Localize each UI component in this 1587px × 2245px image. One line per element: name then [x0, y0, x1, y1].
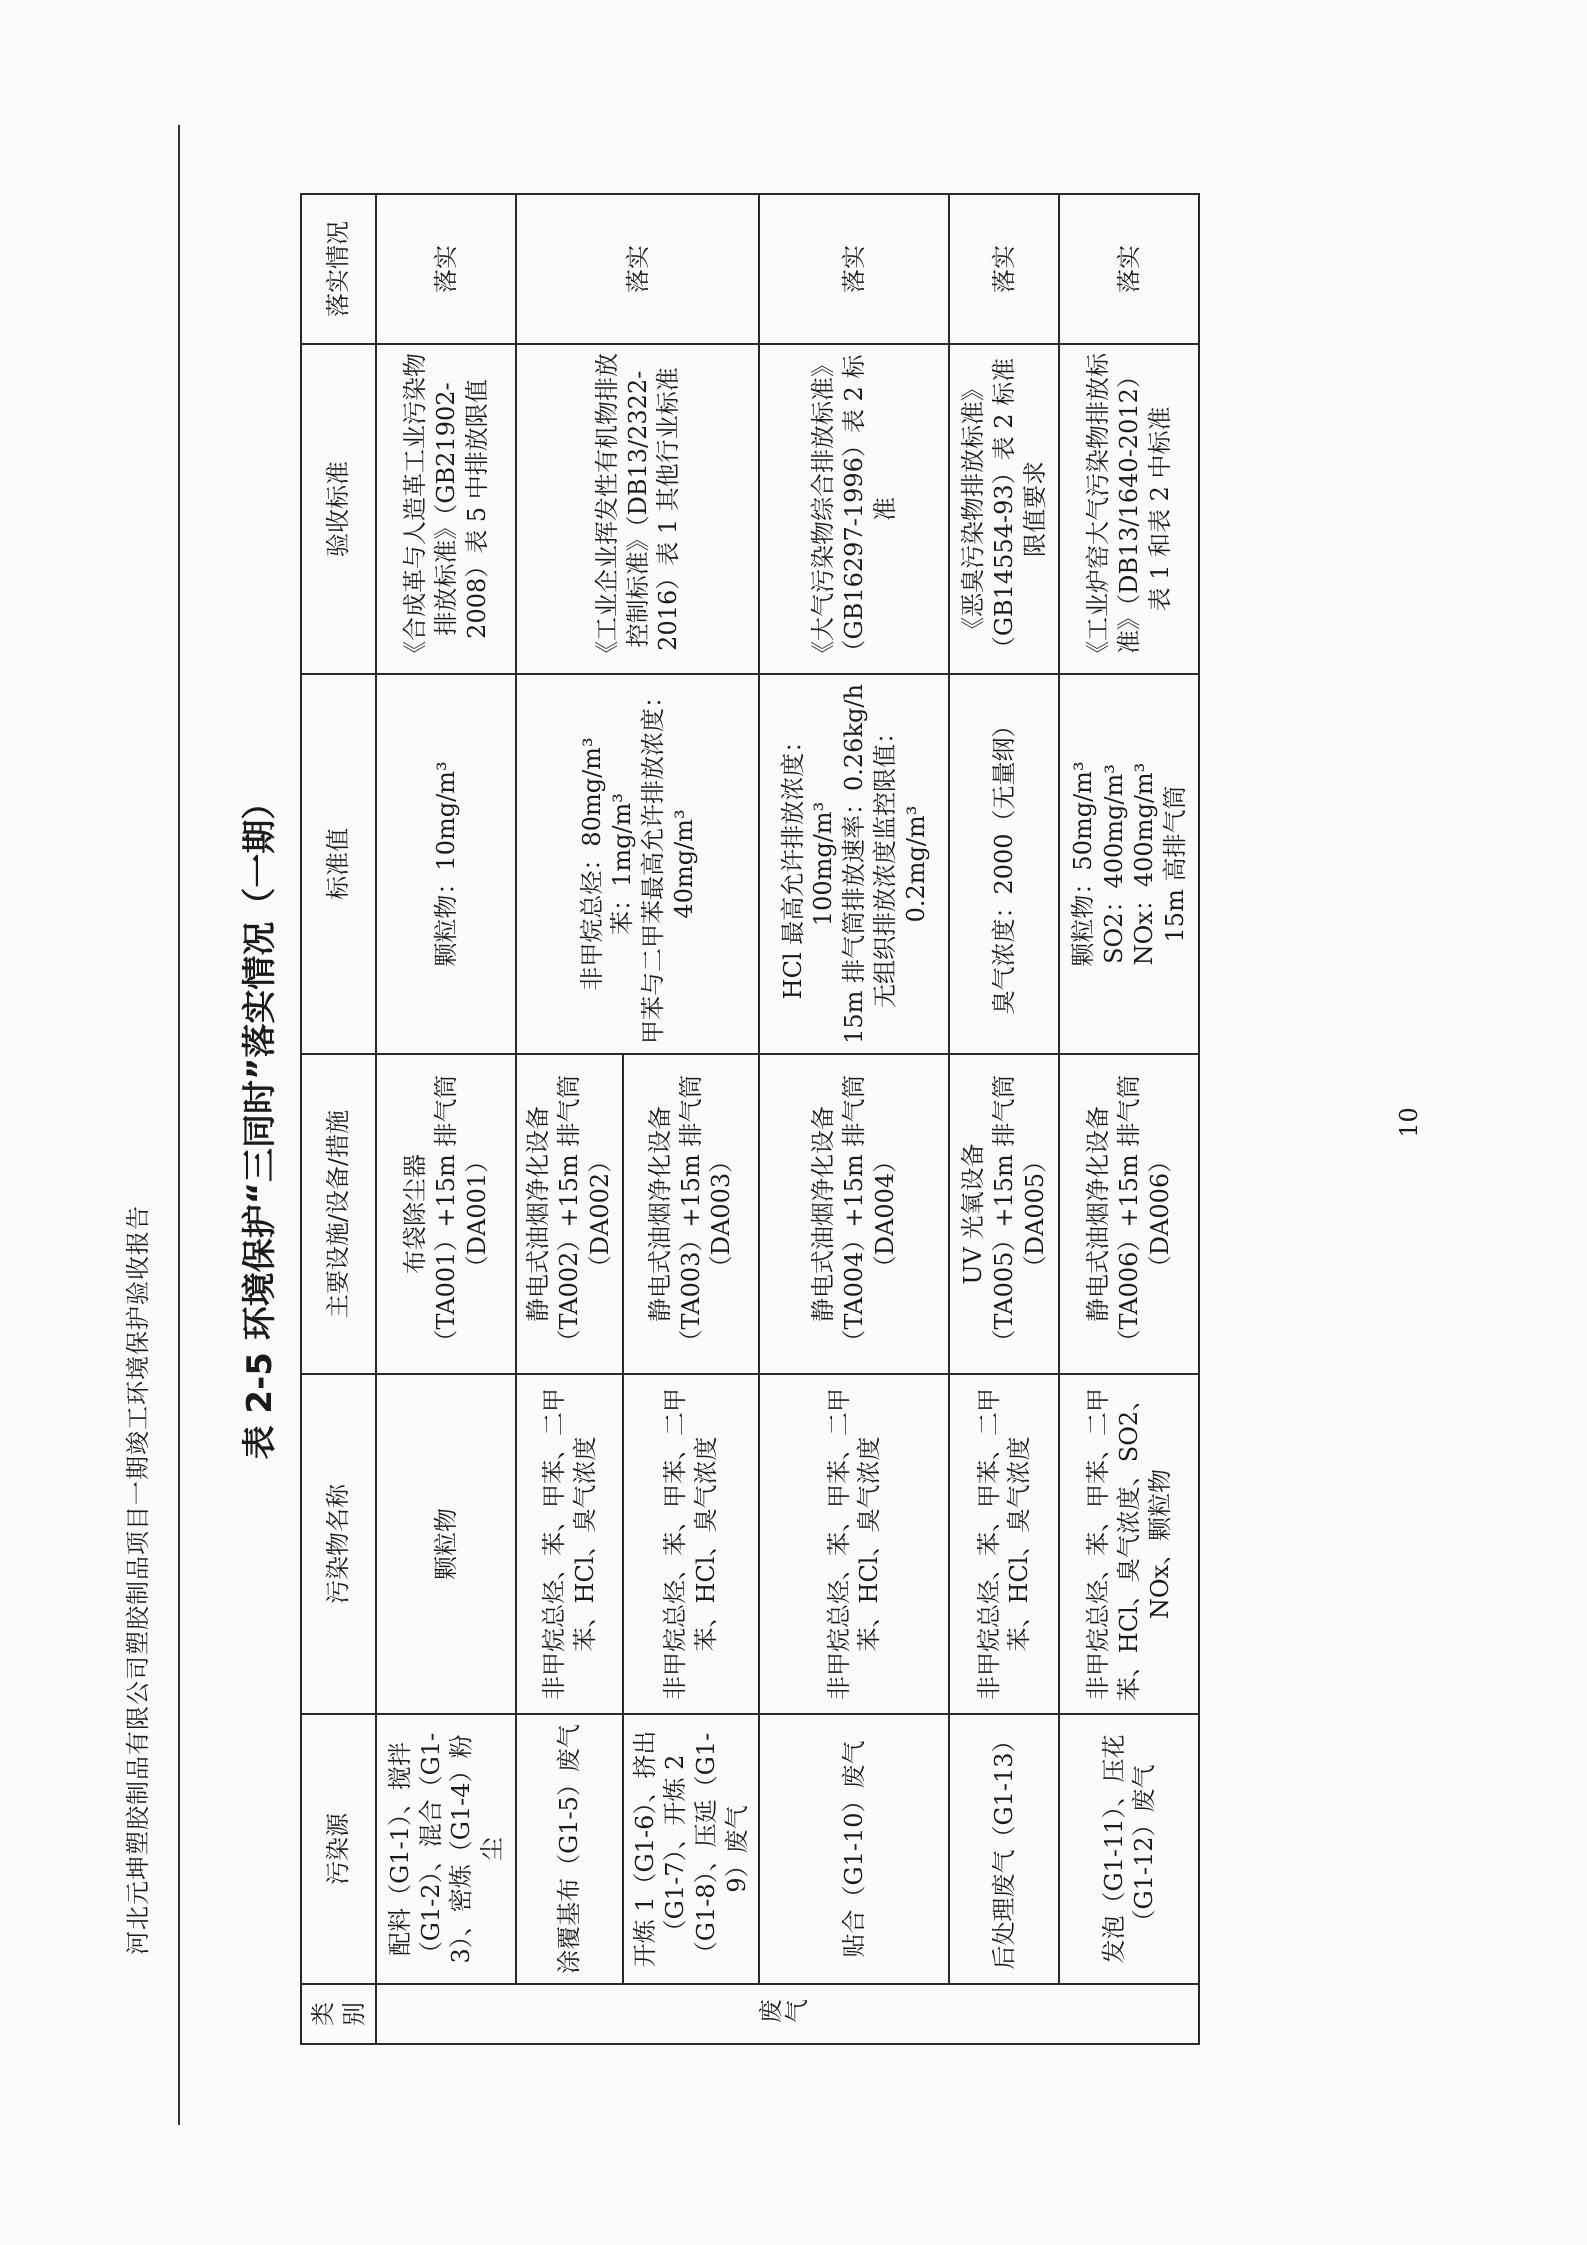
- status-cell: 落实: [759, 194, 949, 344]
- status-cell: 落实: [949, 194, 1059, 344]
- col-standard-value: 标准值: [301, 674, 376, 1054]
- status-cell: 落实: [1059, 194, 1199, 344]
- table-row: [759, 194, 949, 2044]
- page-header: 河北元坤塑胶制品有限公司塑胶制品项目一期竣工环境保护验收报告: [124, 1205, 152, 1955]
- facility-cell: 静电式油烟净化设备（TA004）+15m 排气筒（DA004）: [759, 1054, 949, 1374]
- pollutants-cell: 非甲烷总烃、苯、甲苯、二甲苯、HCl、臭气浓度、SO2、NOx、颗粒物: [1059, 1374, 1199, 1714]
- standard-value-cell: 颗粒物：10mg/m³: [376, 674, 516, 1054]
- facility-cell: 布袋除尘器（TA001）+15m 排气筒（DA001）: [376, 1054, 516, 1374]
- header-rule: [178, 125, 180, 2125]
- col-category: 类别: [301, 1984, 376, 2044]
- pollutants-cell: 非甲烷总烃、苯、甲苯、二甲苯、HCl、臭气浓度: [759, 1374, 949, 1714]
- table-row: [516, 194, 622, 2044]
- facility-cell: UV 光氧设备（TA005）+15m 排气筒（DA005）: [949, 1054, 1059, 1374]
- pollutants-cell: 非甲烷总烃、苯、甲苯、二甲苯、HCl、臭气浓度: [623, 1374, 760, 1714]
- page-number: 10: [1395, 1107, 1423, 1138]
- table-header-row: [301, 194, 376, 2044]
- source-cell: 开炼 1（G1-6）、挤出（G1-7）、开炼 2（G1-8）、压延（G1-9）废气: [623, 1714, 760, 1984]
- pollutants-cell: 非甲烷总烃、苯、甲苯、二甲苯、HCl、臭气浓度: [516, 1374, 622, 1714]
- source-cell: 涂覆基布（G1-5）废气: [516, 1714, 622, 1984]
- standard-value-cell: 臭气浓度：2000（无量纲）: [949, 674, 1059, 1054]
- col-status: 落实情况: [301, 194, 376, 344]
- facility-cell: 静电式油烟净化设备（TA002）+15m 排气筒（DA002）: [516, 1054, 622, 1374]
- table-title: 表 2-5 环境保护“三同时”落实情况（一期）: [240, 785, 280, 1460]
- col-facility: 主要设施/设备/措施: [301, 1054, 376, 1374]
- facility-cell: 静电式油烟净化设备（TA003）+15m 排气筒（DA003）: [623, 1054, 760, 1374]
- table-row: [376, 194, 516, 2044]
- acceptance-cell: 《工业企业挥发性有机物排放控制标准》（DB13/2322-2016）表 1 其他行业标准: [516, 344, 759, 674]
- table-row: [1059, 194, 1199, 2044]
- acceptance-cell: 《大气污染物综合排放标准》（GB16297-1996）表 2 标准: [759, 344, 949, 674]
- category-cell: 废气: [376, 1984, 1199, 2044]
- acceptance-cell: 《恶臭污染物排放标准》（GB14554-93）表 2 标准限值要求: [949, 344, 1059, 674]
- table-row: [949, 194, 1059, 2044]
- source-cell: 贴合（G1-10）废气: [759, 1714, 949, 1984]
- status-cell: 落实: [376, 194, 516, 344]
- standard-value-cell: 颗粒物：50mg/m³ SO2：400mg/m³ NOx：400mg/m³ 15m 高排气筒: [1059, 674, 1199, 1054]
- standard-value-cell: 非甲烷总烃：80mg/m³ 苯：1mg/m³ 甲苯与二甲苯最高允许排放浓度：40mg/m³: [516, 674, 759, 1054]
- source-cell: 发泡（G1-11）、压花（G1-12）废气: [1059, 1714, 1199, 1984]
- facility-cell: 静电式油烟净化设备（TA006）+15m 排气筒（DA006）: [1059, 1054, 1199, 1374]
- source-cell: 后处理废气（G1-13）: [949, 1714, 1059, 1984]
- acceptance-cell: 《合成革与人造革工业污染物排放标准》（GB21902-2008）表 5 中排放限值: [376, 344, 516, 674]
- col-acceptance: 验收标准: [301, 344, 376, 674]
- pollutants-cell: 颗粒物: [376, 1374, 516, 1714]
- col-source: 污染源: [301, 1714, 376, 1984]
- compliance-table: [300, 193, 1200, 2045]
- col-pollutants: 污染物名称: [301, 1374, 376, 1714]
- pollutants-cell: 非甲烷总烃、苯、甲苯、二甲苯、HCl、臭气浓度: [949, 1374, 1059, 1714]
- source-cell: 配料（G1-1）、搅拌（G1-2）、混合（G1-3）、密炼（G1-4）粉尘: [376, 1714, 516, 1984]
- standard-value-cell: HCl 最高允许排放浓度：100mg/m³ 15m 排气筒排放速率：0.26kg/h 无组织排放浓度监控限值：0.2mg/m³: [759, 674, 949, 1054]
- status-cell: 落实: [516, 194, 759, 344]
- acceptance-cell: 《工业炉窑大气污染物排放标准》（DB13/1640-2012）表 1 和表 2 中标准: [1059, 344, 1199, 674]
